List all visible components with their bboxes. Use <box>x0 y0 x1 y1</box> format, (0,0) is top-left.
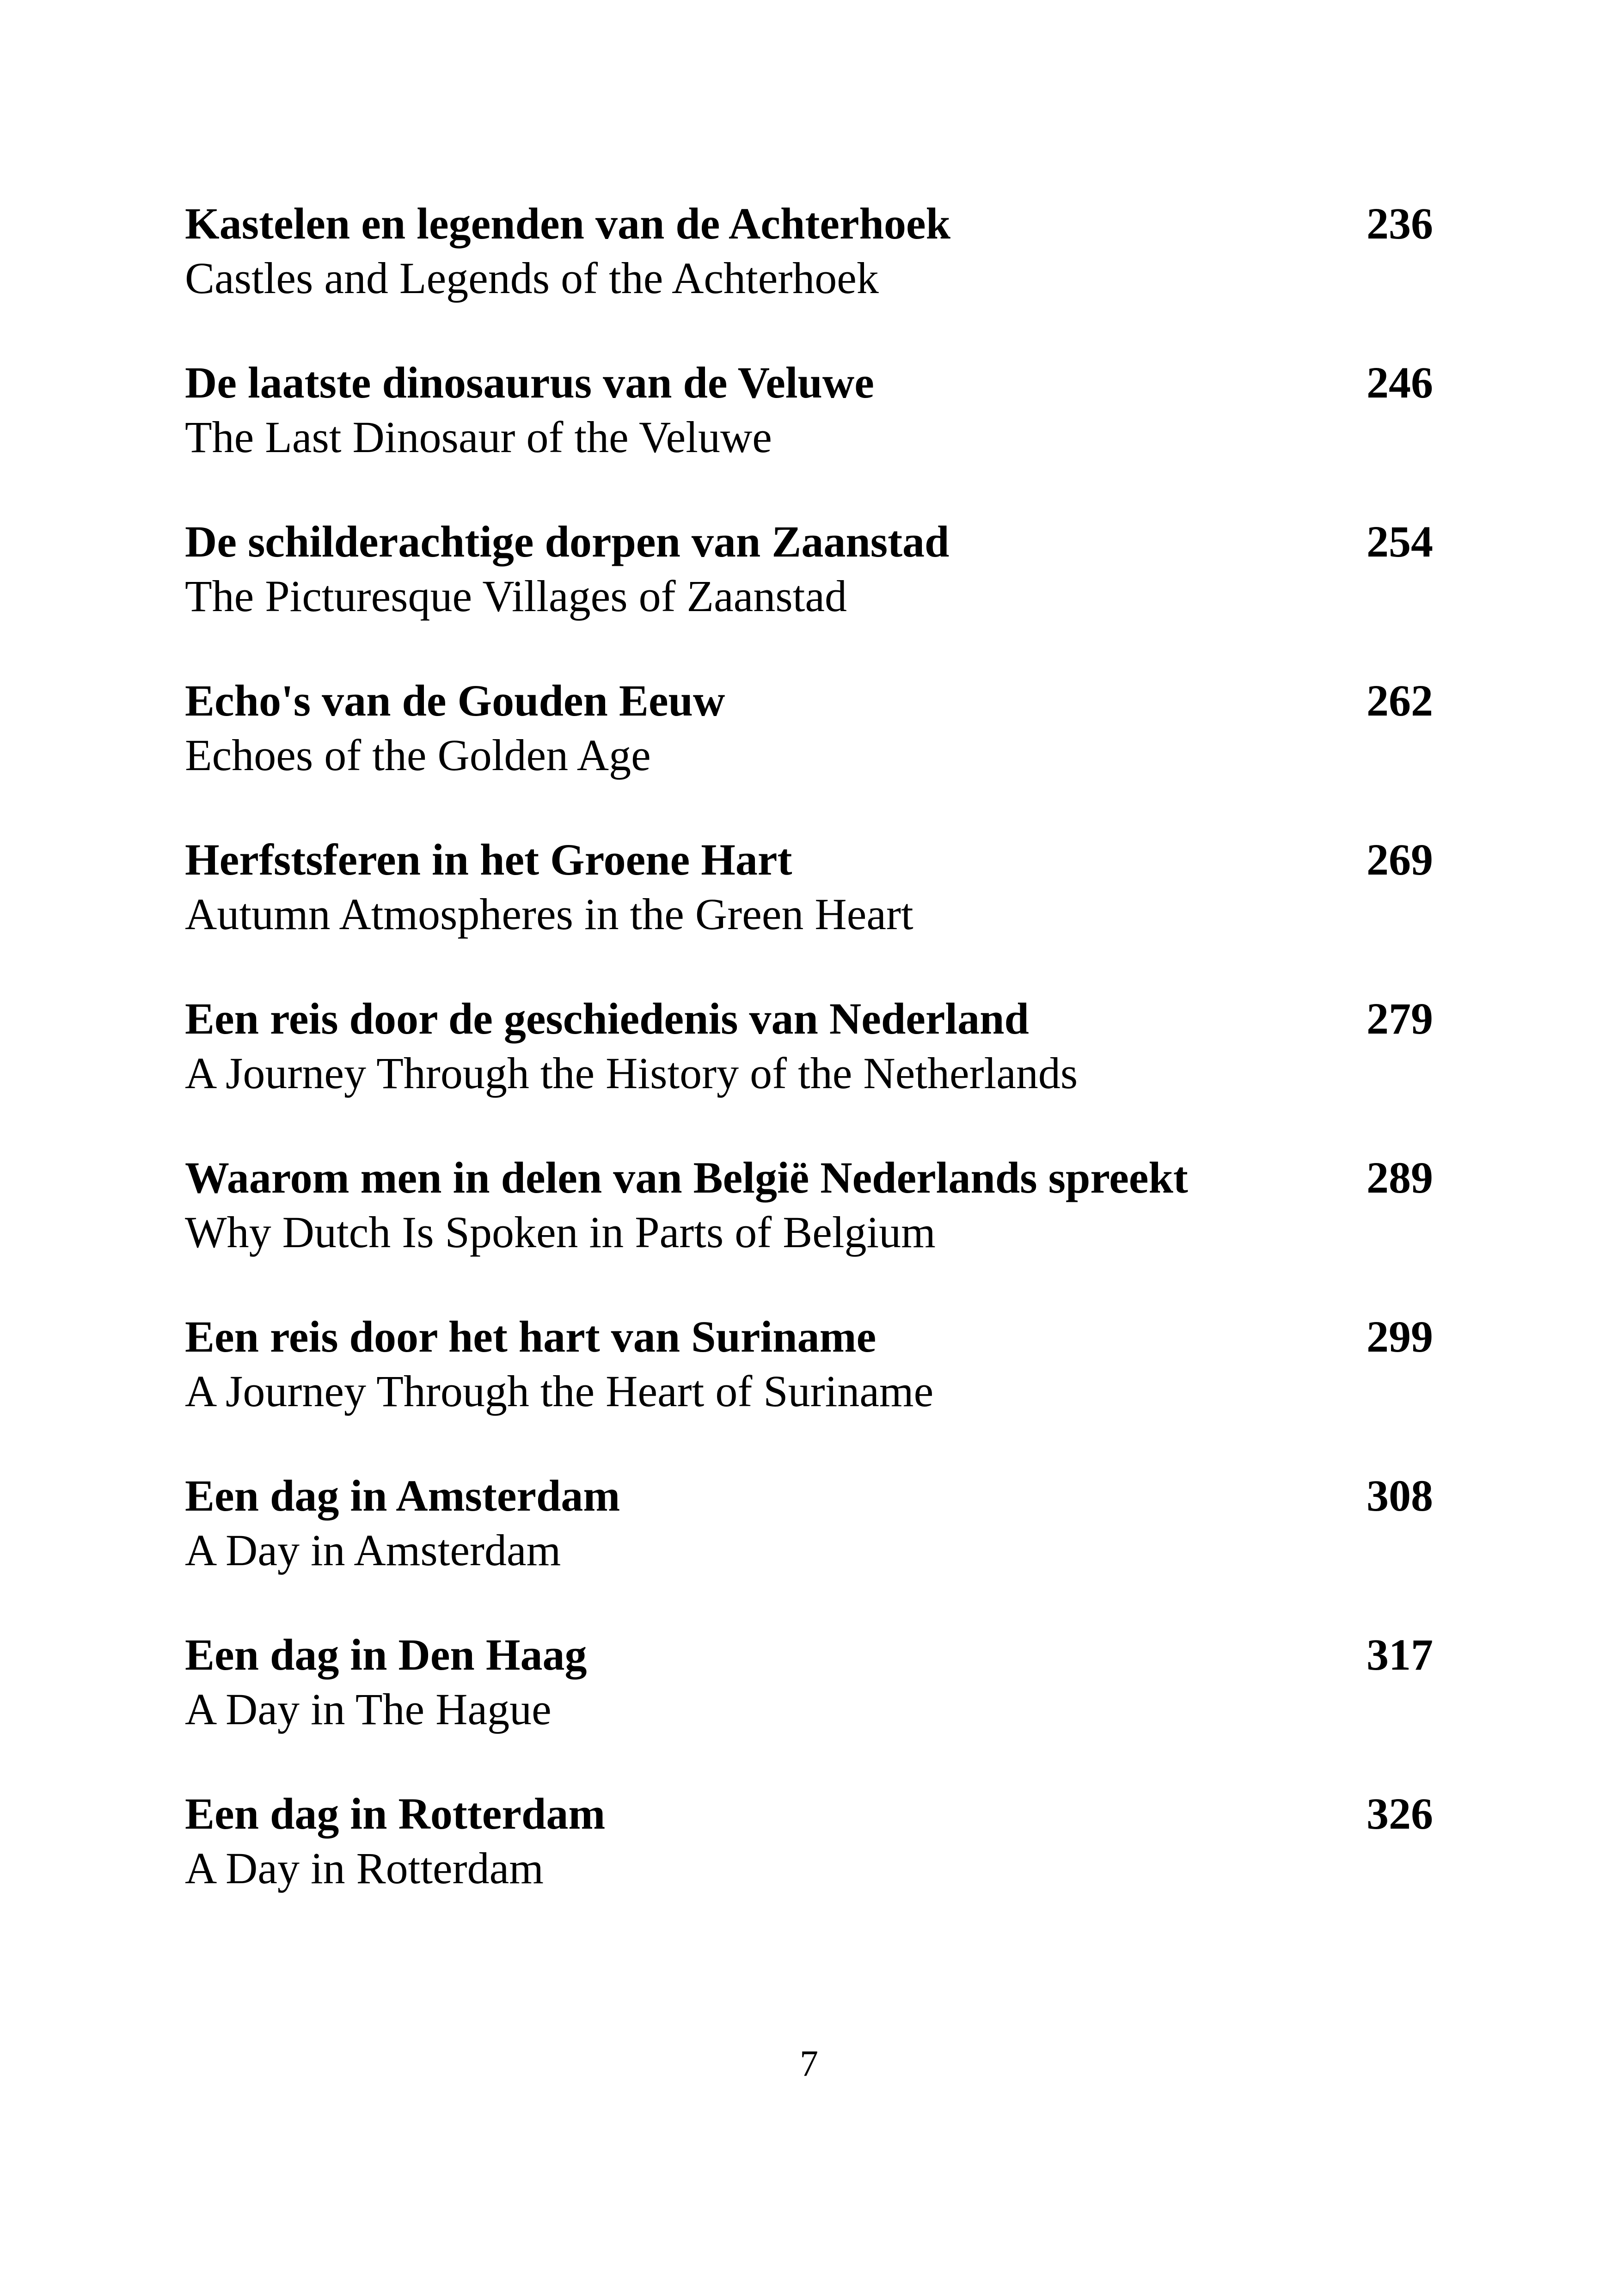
entry-title-english: A Day in Amsterdam <box>185 1525 561 1575</box>
entry-title-dutch: Echo's van de Gouden Eeuw <box>185 676 725 725</box>
entry-title-dutch: Kastelen en legenden van de Achterhoek <box>185 199 950 248</box>
entry-page-number: 236 <box>1367 199 1433 248</box>
entry-title-english: A Day in Rotterdam <box>185 1843 544 1893</box>
entry-title-english: Echoes of the Golden Age <box>185 730 651 780</box>
toc-entry <box>185 992 1433 1151</box>
entry-title-dutch: Waarom men in delen van België Nederlands spreekt <box>185 1153 1188 1202</box>
toc-entry <box>185 196 1433 355</box>
toc-entry <box>185 1628 1433 1787</box>
entry-page-number: 269 <box>1367 835 1433 884</box>
entry-title-dutch: Een dag in Rotterdam <box>185 1789 606 1838</box>
entry-page-number: 299 <box>1367 1312 1433 1361</box>
entry-title-dutch: Een dag in Amsterdam <box>185 1471 620 1520</box>
entry-page-number: 254 <box>1367 517 1433 566</box>
toc-entry <box>185 1151 1433 1310</box>
entry-title-dutch: Herfstsferen in het Groene Hart <box>185 835 792 884</box>
entry-title-english: Castles and Legends of the Achterhoek <box>185 253 879 303</box>
entry-title-dutch: Een reis door het hart van Suriname <box>185 1312 876 1361</box>
toc-entry <box>185 1787 1433 1946</box>
toc-entry <box>185 1310 1433 1469</box>
entry-page-number: 326 <box>1367 1789 1433 1838</box>
entry-page-number: 289 <box>1367 1153 1433 1202</box>
entry-title-dutch: De schilderachtige dorpen van Zaanstad <box>185 517 950 566</box>
toc-entry <box>185 1469 1433 1628</box>
entry-title-english: A Journey Through the History of the Netherlands <box>185 1048 1078 1098</box>
entry-title-english: Autumn Atmospheres in the Green Heart <box>185 889 913 939</box>
entry-title-dutch: Een dag in Den Haag <box>185 1630 587 1679</box>
entry-page-number: 317 <box>1367 1630 1433 1679</box>
entry-title-dutch: De laatste dinosaurus van de Veluwe <box>185 358 874 407</box>
entry-title-english: The Picturesque Villages of Zaanstad <box>185 571 847 621</box>
table-of-contents <box>185 196 1433 1946</box>
entry-page-number: 262 <box>1367 676 1433 725</box>
entry-title-english: The Last Dinosaur of the Veluwe <box>185 412 772 462</box>
entry-page-number: 279 <box>1367 994 1433 1043</box>
entry-title-english: Why Dutch Is Spoken in Parts of Belgium <box>185 1207 936 1257</box>
toc-entry <box>185 833 1433 992</box>
entry-title-english: A Journey Through the Heart of Suriname <box>185 1366 934 1416</box>
toc-entry <box>185 355 1433 514</box>
entry-title-english: A Day in The Hague <box>185 1684 552 1734</box>
page-number: 7 <box>800 2044 818 2084</box>
entry-page-number: 246 <box>1367 358 1433 407</box>
toc-entry <box>185 673 1433 833</box>
entry-page-number: 308 <box>1367 1471 1433 1520</box>
entry-title-dutch: Een reis door de geschiedenis van Nederland <box>185 994 1029 1043</box>
toc-entry <box>185 514 1433 673</box>
